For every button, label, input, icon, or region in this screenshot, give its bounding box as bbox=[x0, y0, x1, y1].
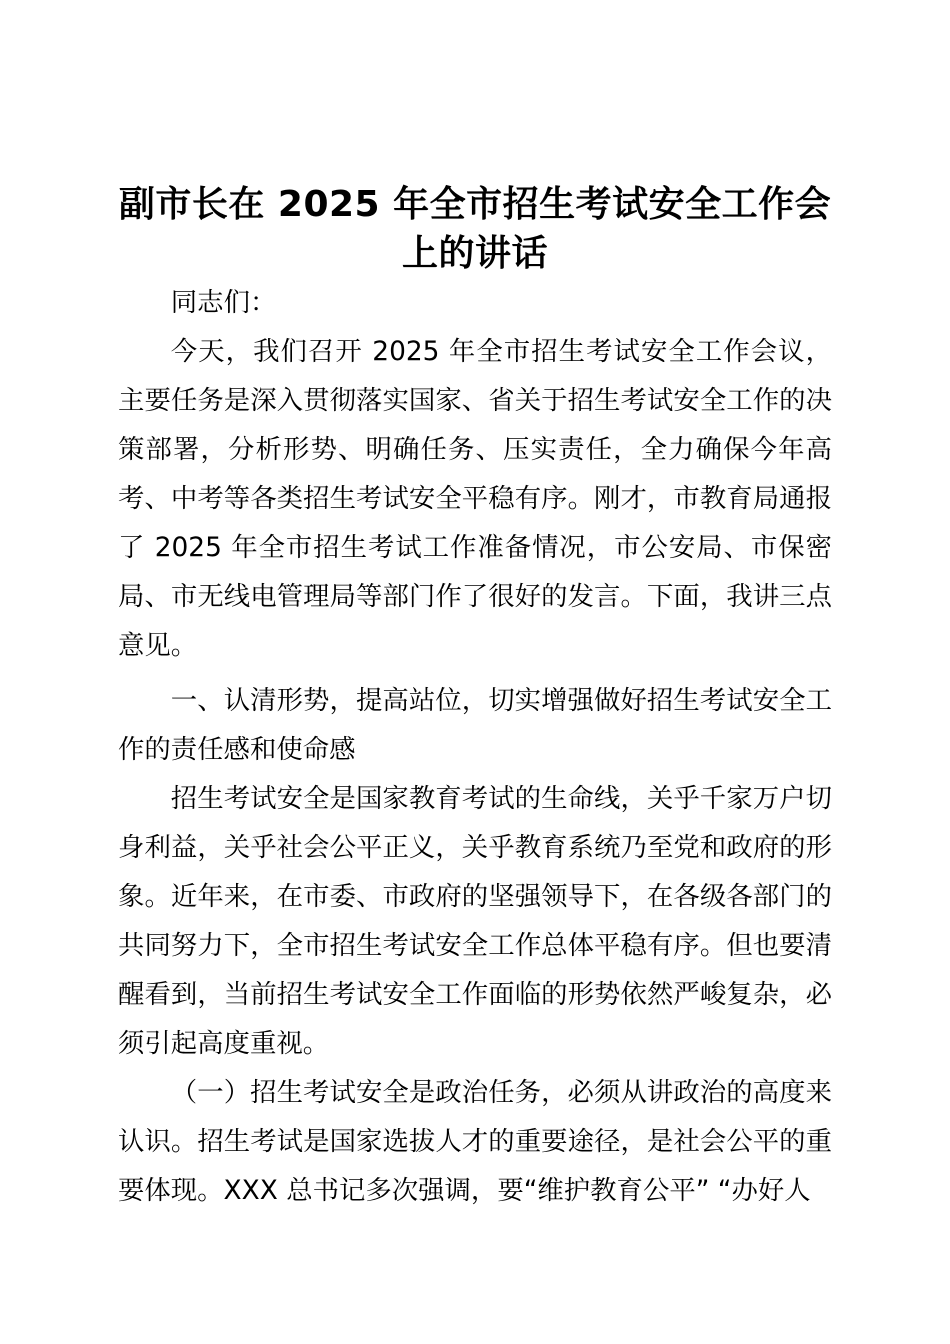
document-body bbox=[118, 278, 832, 1215]
section-one-heading: 一、认清形势，提高站位，切实增强做好招生考试安全工作的责任感和使命感 bbox=[118, 685, 832, 765]
document-content bbox=[118, 180, 832, 1215]
subsection-one-paragraph: （一）招生考试安全是政治任务，必须从讲政治的高度来认识。招生考试是国家选拔人才的重要途径，是社会公平的重要体现。XXX 总书记多次强调，要“维护教育公平” “办好人 bbox=[118, 1077, 832, 1206]
salutation-paragraph: 同志们： bbox=[170, 287, 277, 318]
section-one-paragraph: 招生考试安全是国家教育考试的生命线，关乎千家万户切身利益，关乎社会公平正义，关乎教育系统乃至党和政府的形象。近年来，在市委、市政府的坚强领导下，在各级各部门的共同努力下，全市招生考试安全工作总体平稳有序。但也要清醒看到，当前招生考试安全工作面临的形势依然严峻复杂，必须引起高度重视。 bbox=[118, 783, 832, 1059]
document-title: 副市长在 2025 年全市招生考试安全工作会上的讲话 bbox=[118, 184, 832, 274]
intro-paragraph: 今天，我们召开 2025 年全市招生考试安全工作会议，主要任务是深入贯彻落实国家、省关于招生考试安全工作的决策部署，分析形势、明确任务、压实责任，全力确保今年高考、中考等各类招生考试安全平稳有序。刚才，市教育局通报了 2025 年全市招生考试工作准备情况，市公安局、市保密局、市无线电管理局等部门作了很好的发言。下面，我讲三点意见。 bbox=[118, 336, 832, 661]
